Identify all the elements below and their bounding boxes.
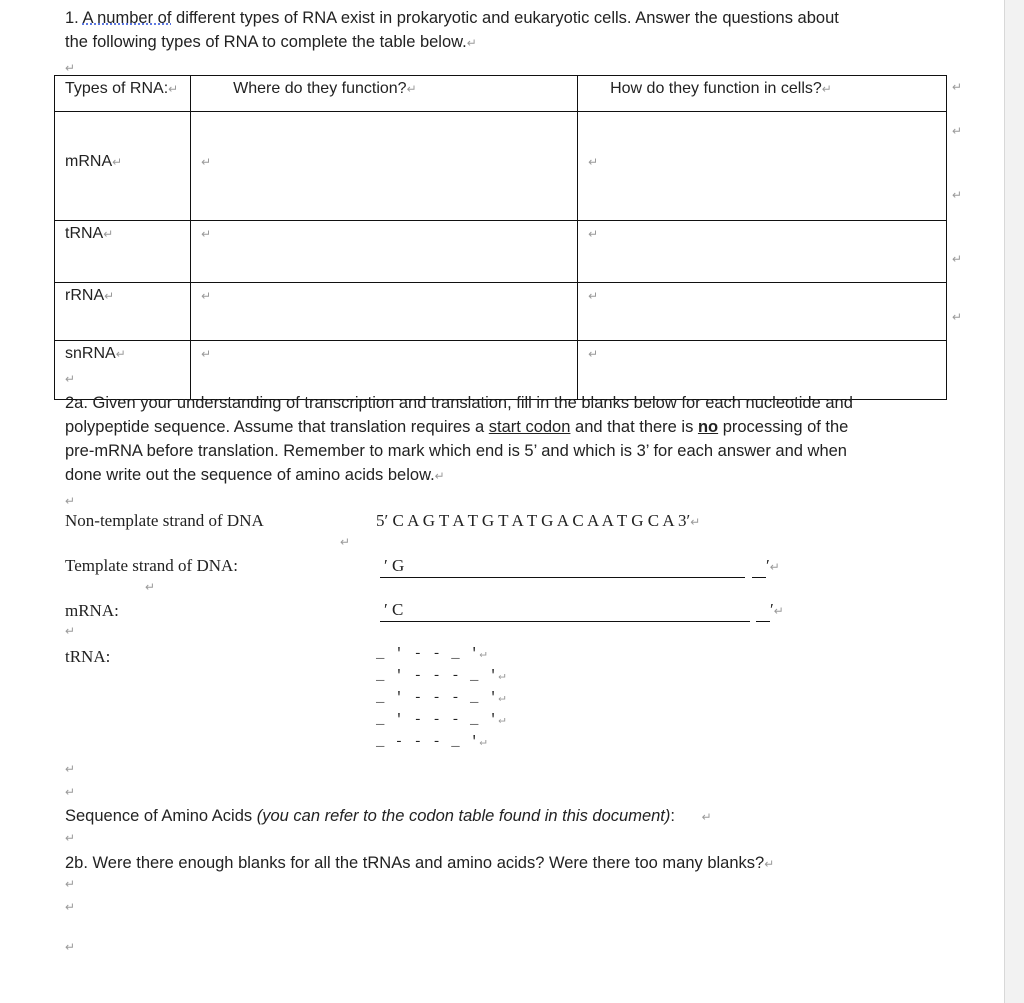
paragraph-mark-icon: ↵ xyxy=(65,877,76,891)
table-cell[interactable] xyxy=(191,112,578,149)
table-cell[interactable] xyxy=(55,112,191,149)
template-blank-line[interactable] xyxy=(380,577,745,578)
paragraph-mark-icon: ↵ xyxy=(65,494,76,508)
paragraph-mark-icon: ↵ xyxy=(952,188,963,202)
paragraph-mark-icon: ↵ xyxy=(952,252,963,266)
paragraph-mark-icon: ↵ xyxy=(952,124,963,138)
table-cell[interactable]: ↵ xyxy=(191,221,578,283)
table-cell[interactable]: ↵ xyxy=(578,149,947,221)
table-cell[interactable] xyxy=(578,112,947,149)
table-row xyxy=(55,149,947,221)
mrna-end: ′↵ xyxy=(770,600,784,619)
paragraph-mark-icon: ↵ xyxy=(65,831,76,845)
mrna-end-blank[interactable] xyxy=(756,621,770,622)
non-template-sequence: 5′ C A G T A T G T A T G A C A A T G C A 3′↵ xyxy=(376,511,701,530)
template-end-blank[interactable] xyxy=(752,577,766,578)
table-cell[interactable]: tRNA↵ xyxy=(55,221,191,283)
paragraph-mark-icon: ↵ xyxy=(65,624,76,638)
paragraph-mark-icon: ↵ xyxy=(65,61,76,75)
table-header-row xyxy=(55,76,947,112)
paragraph-mark-icon: ↵ xyxy=(65,785,76,799)
table-cell[interactable]: snRNA↵ xyxy=(55,341,191,400)
trna-blank-3[interactable]: _ ′ - - - _ ′↵ xyxy=(376,690,507,706)
question-1: 1. A number of different types of RNA exist in prokaryotic and eukaryotic cells. Answer the questions about the following types of RNA to complete the table below.↵ ↵ xyxy=(65,9,839,75)
mrna-label: mRNA: xyxy=(65,601,119,620)
table-row xyxy=(55,283,947,341)
trna-label: tRNA: xyxy=(65,647,111,666)
table-cell[interactable]: ↵ xyxy=(578,283,947,341)
table-cell[interactable]: rRNA↵ xyxy=(55,283,191,341)
table-cell[interactable]: mRNA↵ xyxy=(55,149,191,221)
table-cell[interactable]: ↵ xyxy=(191,283,578,341)
start-codon-text: start codon xyxy=(488,418,571,436)
trna-blank-2[interactable]: _ ′ - - - _ ′↵ xyxy=(376,668,507,684)
paragraph-mark-icon: ↵ xyxy=(65,940,76,954)
template-end: ′↵ xyxy=(766,556,780,575)
underlined-phrase: A number of xyxy=(82,9,172,27)
question-2a: 2a. Given your understanding of transcription and translation, fill in the blanks below for each nucleotide and polypeptide sequence. Assume that translation requires a start codon and that there is no processing of the pre-mRNA before translation. Remember to mark which end is 5’ and which is 3’ for each answer and when done write out the sequence of amino acids below.↵ ↵ xyxy=(65,394,853,508)
table-cell[interactable]: ↵ xyxy=(191,149,578,221)
template-label: Template strand of DNA: xyxy=(65,556,239,575)
amino-acid-sequence-prompt: Sequence of Amino Acids (you can refer to the codon table found in this document): ↵ xyxy=(65,807,712,825)
table-cell[interactable]: ↵ xyxy=(191,341,578,400)
question-2b: 2b. Were there enough blanks for all the tRNAs and amino acids? Were there too many blanks?↵ xyxy=(65,854,775,872)
table-spacer-row xyxy=(55,112,947,149)
non-template-label: Non-template strand of DNA xyxy=(65,511,264,530)
trna-blank-4[interactable]: _ ′ - - - _ ′↵ xyxy=(376,712,507,728)
header-cell[interactable]: How do they function in cells?↵ xyxy=(578,76,947,112)
table-row xyxy=(55,221,947,283)
no-emphasis: no xyxy=(697,418,719,436)
rna-types-table xyxy=(54,75,947,400)
paragraph-mark-icon: ↵ xyxy=(65,762,76,776)
paragraph-mark-icon: ↵ xyxy=(145,580,156,594)
template-start[interactable]: ′ G xyxy=(384,556,405,575)
paragraph-mark-icon: ↵ xyxy=(65,900,76,914)
table-cell[interactable]: ↵ xyxy=(578,221,947,283)
table-cell[interactable]: ↵ xyxy=(578,341,947,400)
mrna-blank-line[interactable] xyxy=(380,621,750,622)
paragraph-mark-icon: ↵ xyxy=(466,36,477,50)
mrna-start[interactable]: ′ C xyxy=(384,600,404,619)
header-cell[interactable]: Types of RNA:↵ xyxy=(55,76,191,112)
trna-blank-1[interactable]: _ ′ - - _ ′↵ xyxy=(376,646,488,662)
paragraph-mark-icon: ↵ xyxy=(952,310,963,324)
trna-blank-5[interactable]: _ - - - _ ′↵ xyxy=(376,734,488,750)
header-cell[interactable]: Where do they function?↵ xyxy=(191,76,578,112)
paragraph-mark-icon: ↵ xyxy=(340,535,351,549)
paragraph-mark-icon: ↵ xyxy=(952,80,963,94)
paragraph-mark-icon: ↵ xyxy=(65,372,76,386)
